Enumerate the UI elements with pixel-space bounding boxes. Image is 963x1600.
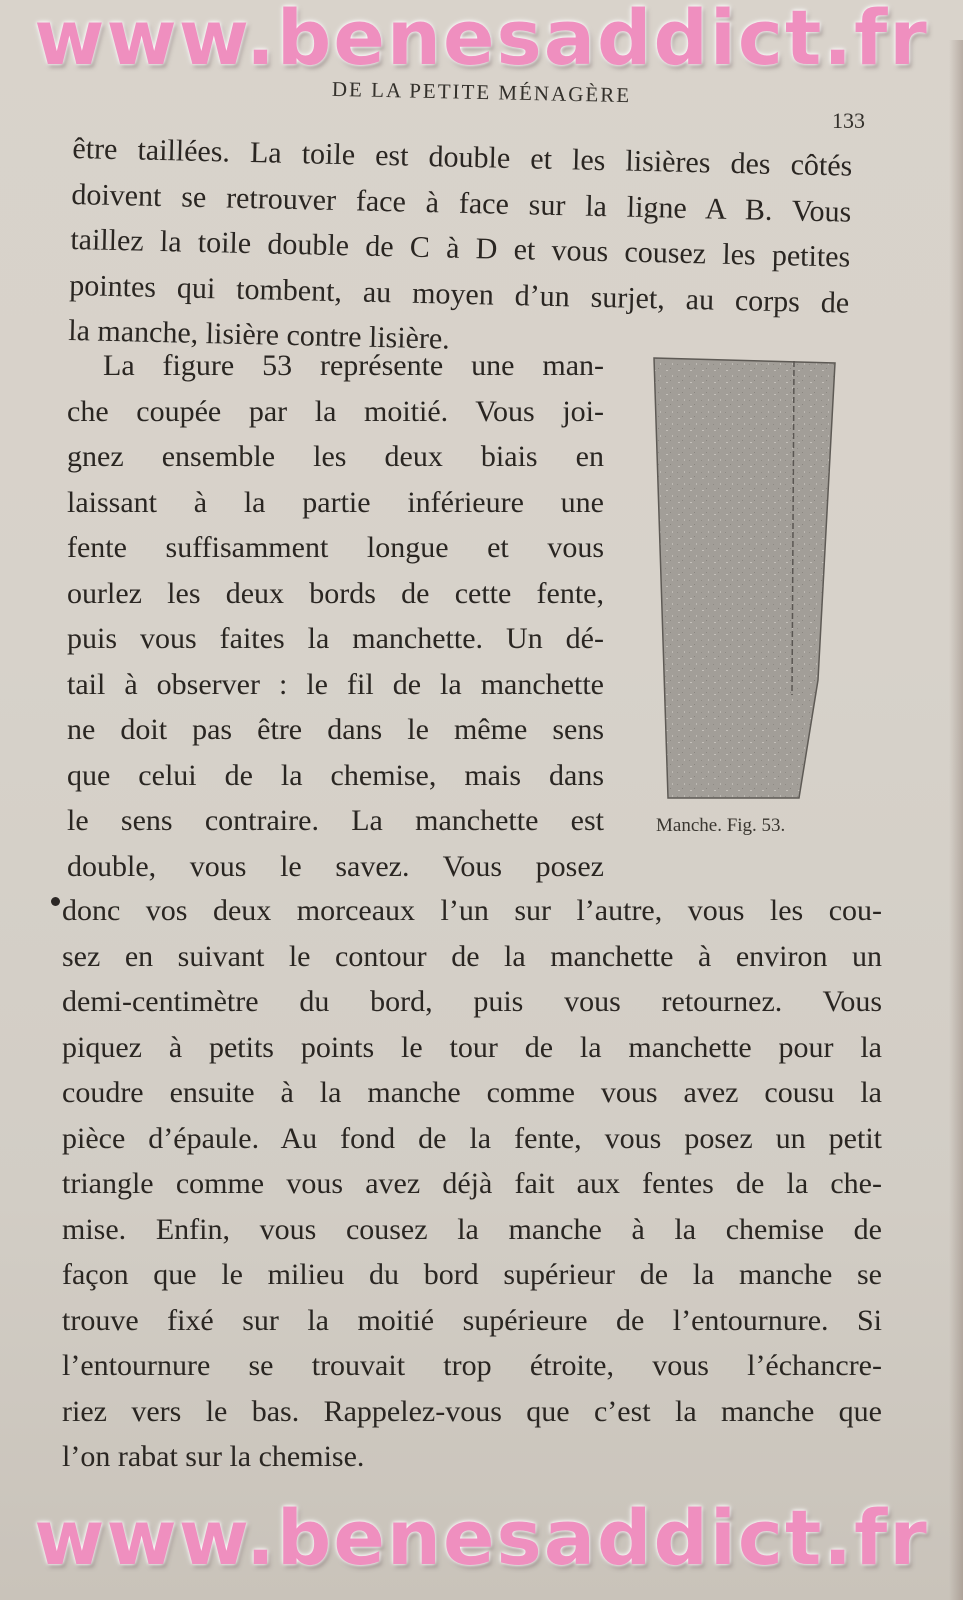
text-line: laissant à la partie inférieure une xyxy=(67,485,604,519)
text-line: che coupée par la moitié. Vous joi- xyxy=(67,394,604,428)
text-line: le sens contraire. La manchette est xyxy=(67,804,604,837)
text-line: la manche, lisière contre lisière. xyxy=(67,313,451,356)
text-line: La figure 53 représente une man- xyxy=(103,349,604,382)
text-line: taillez la toile double de C à D et vous cousez les petites xyxy=(70,222,851,274)
text-line: tail à observer : le fil de la manchette xyxy=(67,667,604,701)
text-line: puis vous faites la manchette. Un dé- xyxy=(67,622,604,655)
watermark-bottom: www.benesaddict.fr xyxy=(34,1493,929,1582)
text-line: demi-centimètre du bord, puis vous retournez. Vous xyxy=(62,985,882,1018)
paragraph-2-full-width xyxy=(62,888,882,1480)
text-line: sez en suivant le contour de la manchette à environ un xyxy=(62,939,882,973)
paragraph-1 xyxy=(68,126,853,371)
text-line: pointes qui tombent, au moyen d’un surjet, au corps de xyxy=(69,268,850,320)
sleeve-pattern-illustration xyxy=(652,355,837,805)
text-line: doivent se retrouver face à face sur la ligne A B. Vous xyxy=(71,177,852,229)
text-line: coudre ensuite à la manche comme vous avez cousu la xyxy=(62,1076,882,1109)
margin-ink-dot xyxy=(51,897,60,906)
text-line: donc vos deux morceaux l’un sur l’autre, vous les cou- xyxy=(62,894,882,927)
sleeve-shape xyxy=(654,358,835,798)
text-line: être taillées. La toile est double et les lisières des côtés xyxy=(72,131,853,183)
page-edge-shadow xyxy=(949,40,963,1600)
text-line: riez vers le bas. Rappelez-vous que c’est la manche que xyxy=(62,1394,882,1428)
page-number: 133 xyxy=(832,108,865,133)
text-line: ourlez les deux bords de cette fente, xyxy=(67,576,604,610)
text-line: trouve fixé sur la moitié supérieure de l’entournure. Si xyxy=(62,1303,882,1337)
text-line: mise. Enfin, vous cousez la manche à la chemise de xyxy=(62,1212,882,1246)
text-line: gnez ensemble les deux biais en xyxy=(67,440,604,473)
text-line: que celui de la chemise, mais dans xyxy=(67,758,604,792)
text-line: façon que le milieu du bord supérieur de la manche se xyxy=(62,1258,882,1291)
text-line: l’entournure se trouvait trop étroite, vous l’échancre- xyxy=(62,1349,882,1382)
text-line: pièce d’épaule. Au fond de la fente, vous posez un petit xyxy=(62,1121,882,1155)
watermark-top: www.benesaddict.fr xyxy=(34,0,929,82)
text-line: triangle comme vous avez déjà fait aux fentes de la che- xyxy=(62,1167,882,1200)
text-line: double, vous le savez. Vous posez xyxy=(67,849,604,883)
text-line: piquez à petits points le tour de la manchette pour la xyxy=(62,1030,882,1064)
sleeve-figure xyxy=(652,355,837,805)
running-head: DE LA PETITE MÉNAGÈRE xyxy=(331,76,632,108)
paragraph-2-beside-figure xyxy=(67,343,604,889)
text-line: fente suffisamment longue et vous xyxy=(67,531,604,564)
text-line: l’on rabat sur la chemise. xyxy=(62,1440,365,1473)
figure-caption: Manche. Fig. 53. xyxy=(656,815,786,836)
text-line: ne doit pas être dans le même sens xyxy=(67,713,604,746)
